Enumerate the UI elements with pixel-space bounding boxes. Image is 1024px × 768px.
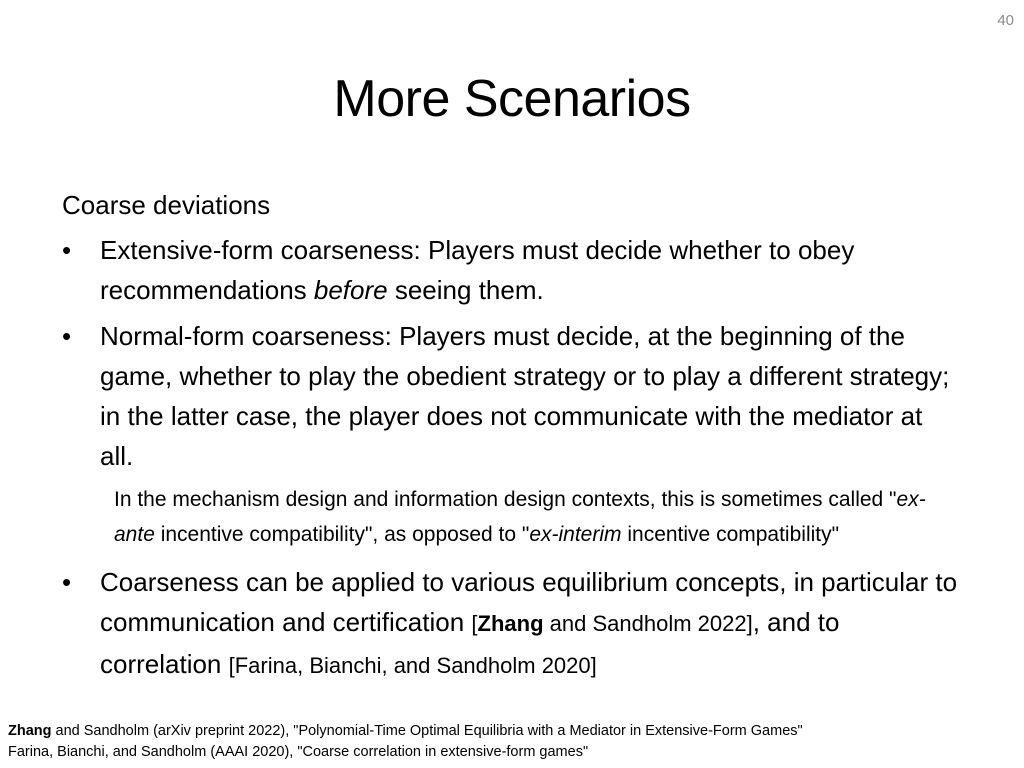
- reference-1: [8, 721, 803, 742]
- slide-body: [62, 186, 962, 692]
- note-emphasis-ex-interim: ex-interim: [529, 523, 622, 546]
- bullet-icon: •: [62, 235, 72, 265]
- bullet-emphasis: before: [313, 275, 388, 305]
- bullet-text: Normal-form coarseness: Players must decide, at the beginning of the game, whether to play the obedient strategy or to play a different strategy; in the latter case, the player does not communicate with the mediator at all.: [100, 321, 950, 471]
- reference-author-bold: Zhang: [8, 723, 52, 739]
- bullet-icon: •: [62, 567, 72, 597]
- bullet-text-mid: , and to correlation: [100, 607, 840, 679]
- bullet-icon: •: [62, 321, 72, 351]
- bullet-extensive-form: [62, 230, 962, 310]
- note-emphasis-ex-ante: ex-ante: [114, 488, 926, 546]
- bullet-coarseness-application: [62, 562, 962, 686]
- footer-references: [8, 721, 803, 763]
- citation-zhang: [471, 611, 752, 636]
- citation-bracket: [: [471, 611, 478, 636]
- citation-rest: and Sandholm 2022]: [543, 611, 753, 636]
- citation-farina: [Farina, Bianchi, and Sandholm 2020]: [228, 653, 597, 678]
- bullet-normal-form: [62, 316, 962, 476]
- reference-2: Farina, Bianchi, and Sandholm (AAAI 2020), "Coarse correlation in extensive-form games": [8, 744, 589, 760]
- citation-author-bold: Zhang: [477, 611, 544, 636]
- bullet-text: Extensive-form coarseness: Players must decide whether to obey recommendations: [100, 235, 855, 305]
- bullet-text-end: seeing them.: [387, 275, 544, 305]
- note-text: In the mechanism design and information design contexts, this is sometimes called ": [114, 488, 897, 511]
- page-number: 40: [997, 12, 1014, 29]
- bullet-text: Coarseness can be applied to various equilibrium concepts, in particular to communication and certification: [100, 567, 958, 637]
- reference-text: and Sandholm (arXiv preprint 2022), "Polynomial-Time Optimal Equilibria with a Mediator in Extensive-Form Games": [51, 723, 803, 739]
- slide-title: More Scenarios: [333, 70, 691, 128]
- note-text-end: incentive compatibility": [621, 523, 840, 546]
- sub-note: [114, 482, 934, 552]
- section-heading: Coarse deviations: [62, 190, 271, 220]
- note-text-mid: incentive compatibility", as opposed to ": [154, 523, 530, 546]
